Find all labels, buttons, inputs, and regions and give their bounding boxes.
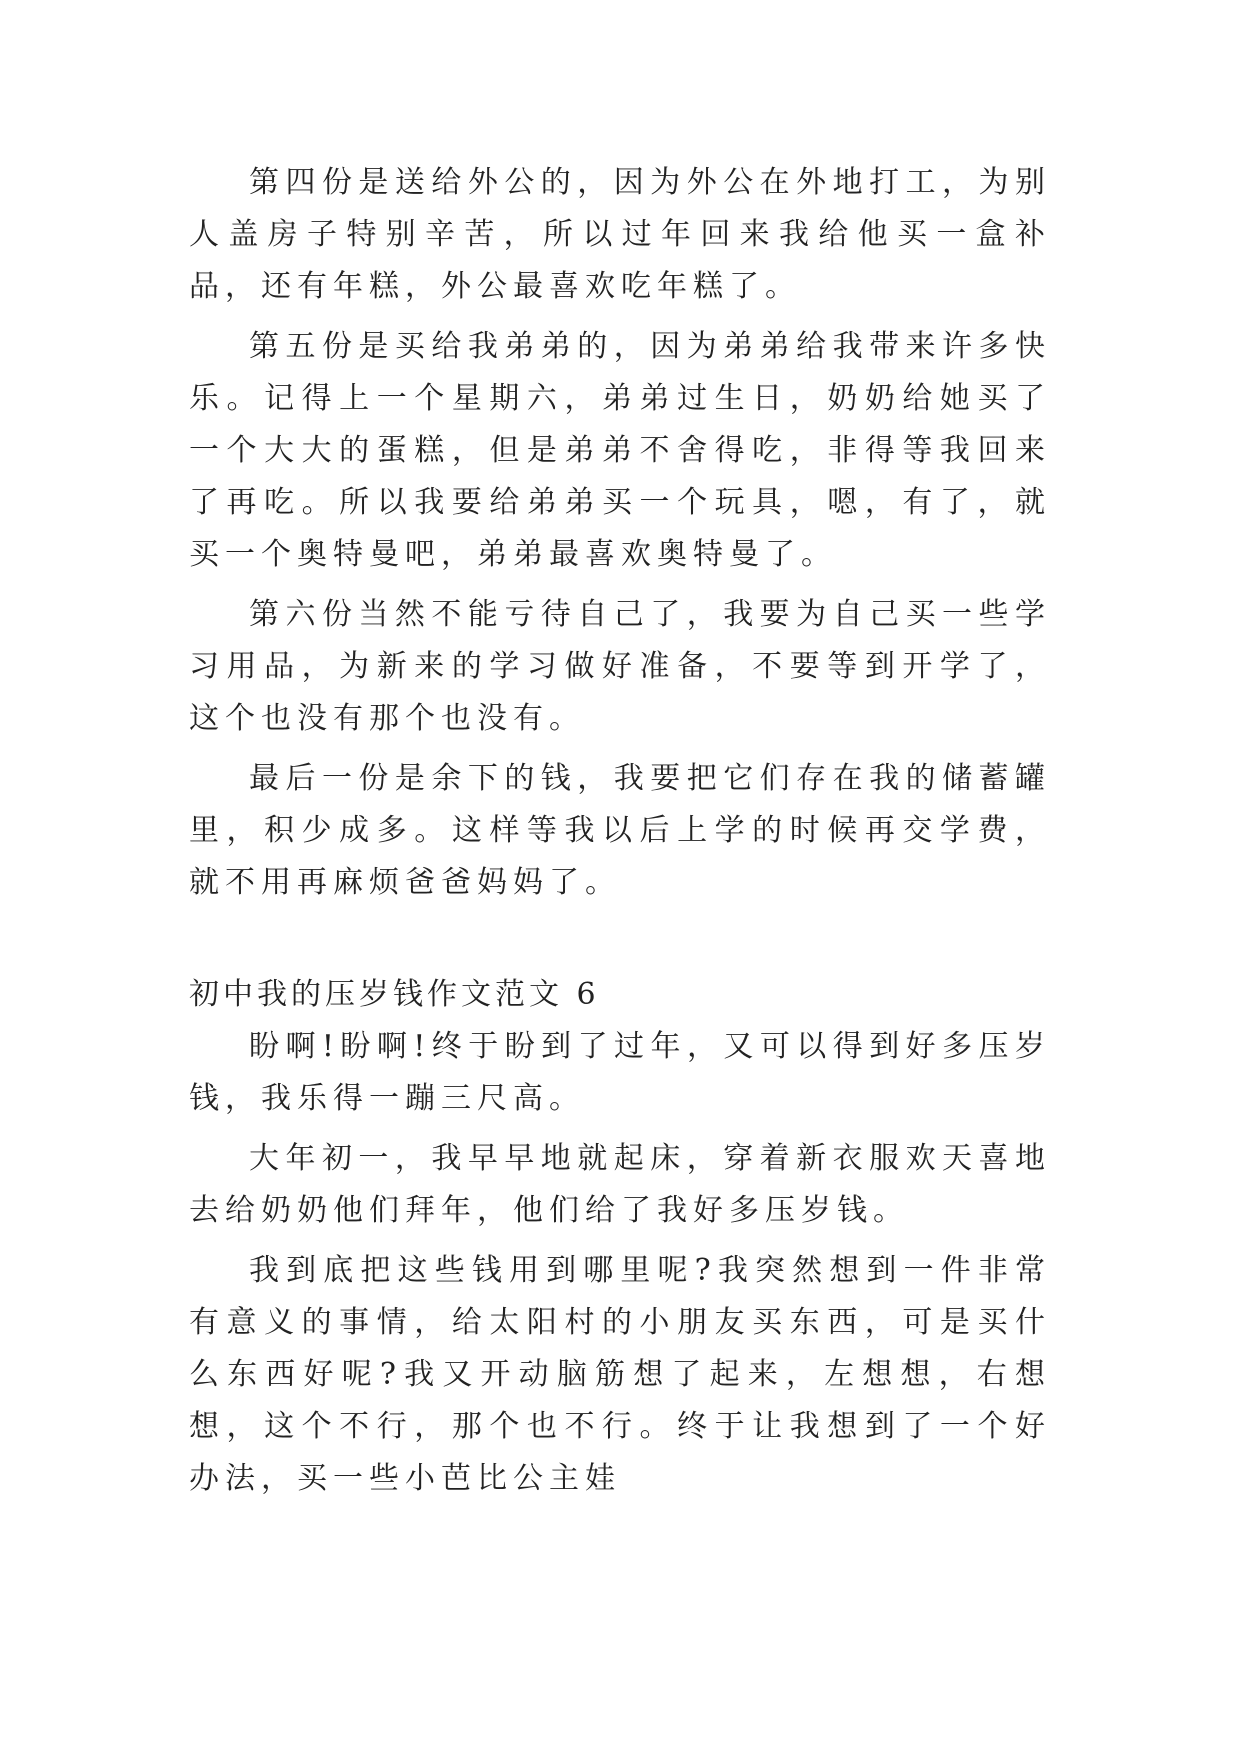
document-body bbox=[189, 157, 1051, 1513]
paragraph-spending-idea: 我到底把这些钱用到哪里呢?我突然想到一件非常有意义的事情，给太阳村的小朋友买东西，可是买什么东西好呢?我又开动脑筋想了起来，左想想，右想想，这个不行，那个也不行。终于让我想到了一个好办法，买一些小芭比公主娃 bbox=[189, 1253, 1051, 1496]
paragraph-6th-gift: 第六份当然不能亏待自己了，我要为自己买一些学习用品，为新来的学习做好准备，不要等到开学了，这个也没有那个也没有。 bbox=[189, 597, 1051, 736]
section-title: 初中我的压岁钱作文范文 6 bbox=[189, 977, 600, 1012]
paragraph-waiting: 盼啊!盼啊!终于盼到了过年，又可以得到好多压岁钱，我乐得一蹦三尺高。 bbox=[189, 1029, 1051, 1116]
paragraph-4th-gift: 第四份是送给外公的，因为外公在外地打工，为别人盖房子特别辛苦，所以过年回来我给他买一盒补品，还有年糕，外公最喜欢吃年糕了。 bbox=[189, 165, 1051, 304]
paragraph-5th-gift: 第五份是买给我弟弟的，因为弟弟给我带来许多快乐。记得上一个星期六，弟弟过生日，奶奶给她买了一个大大的蛋糕，但是弟弟不舍得吃，非得等我回来了再吃。所以我要给弟弟买一个玩具，嗯，有了，就买一个奥特曼吧，弟弟最喜欢奥特曼了。 bbox=[189, 329, 1051, 572]
paragraph-last-gift: 最后一份是余下的钱，我要把它们存在我的储蓄罐里，积少成多。这样等我以后上学的时候再交学费，就不用再麻烦爸爸妈妈了。 bbox=[189, 761, 1051, 900]
paragraph-new-year-day: 大年初一，我早早地就起床，穿着新衣服欢天喜地去给奶奶他们拜年，他们给了我好多压岁钱。 bbox=[189, 1141, 1051, 1228]
